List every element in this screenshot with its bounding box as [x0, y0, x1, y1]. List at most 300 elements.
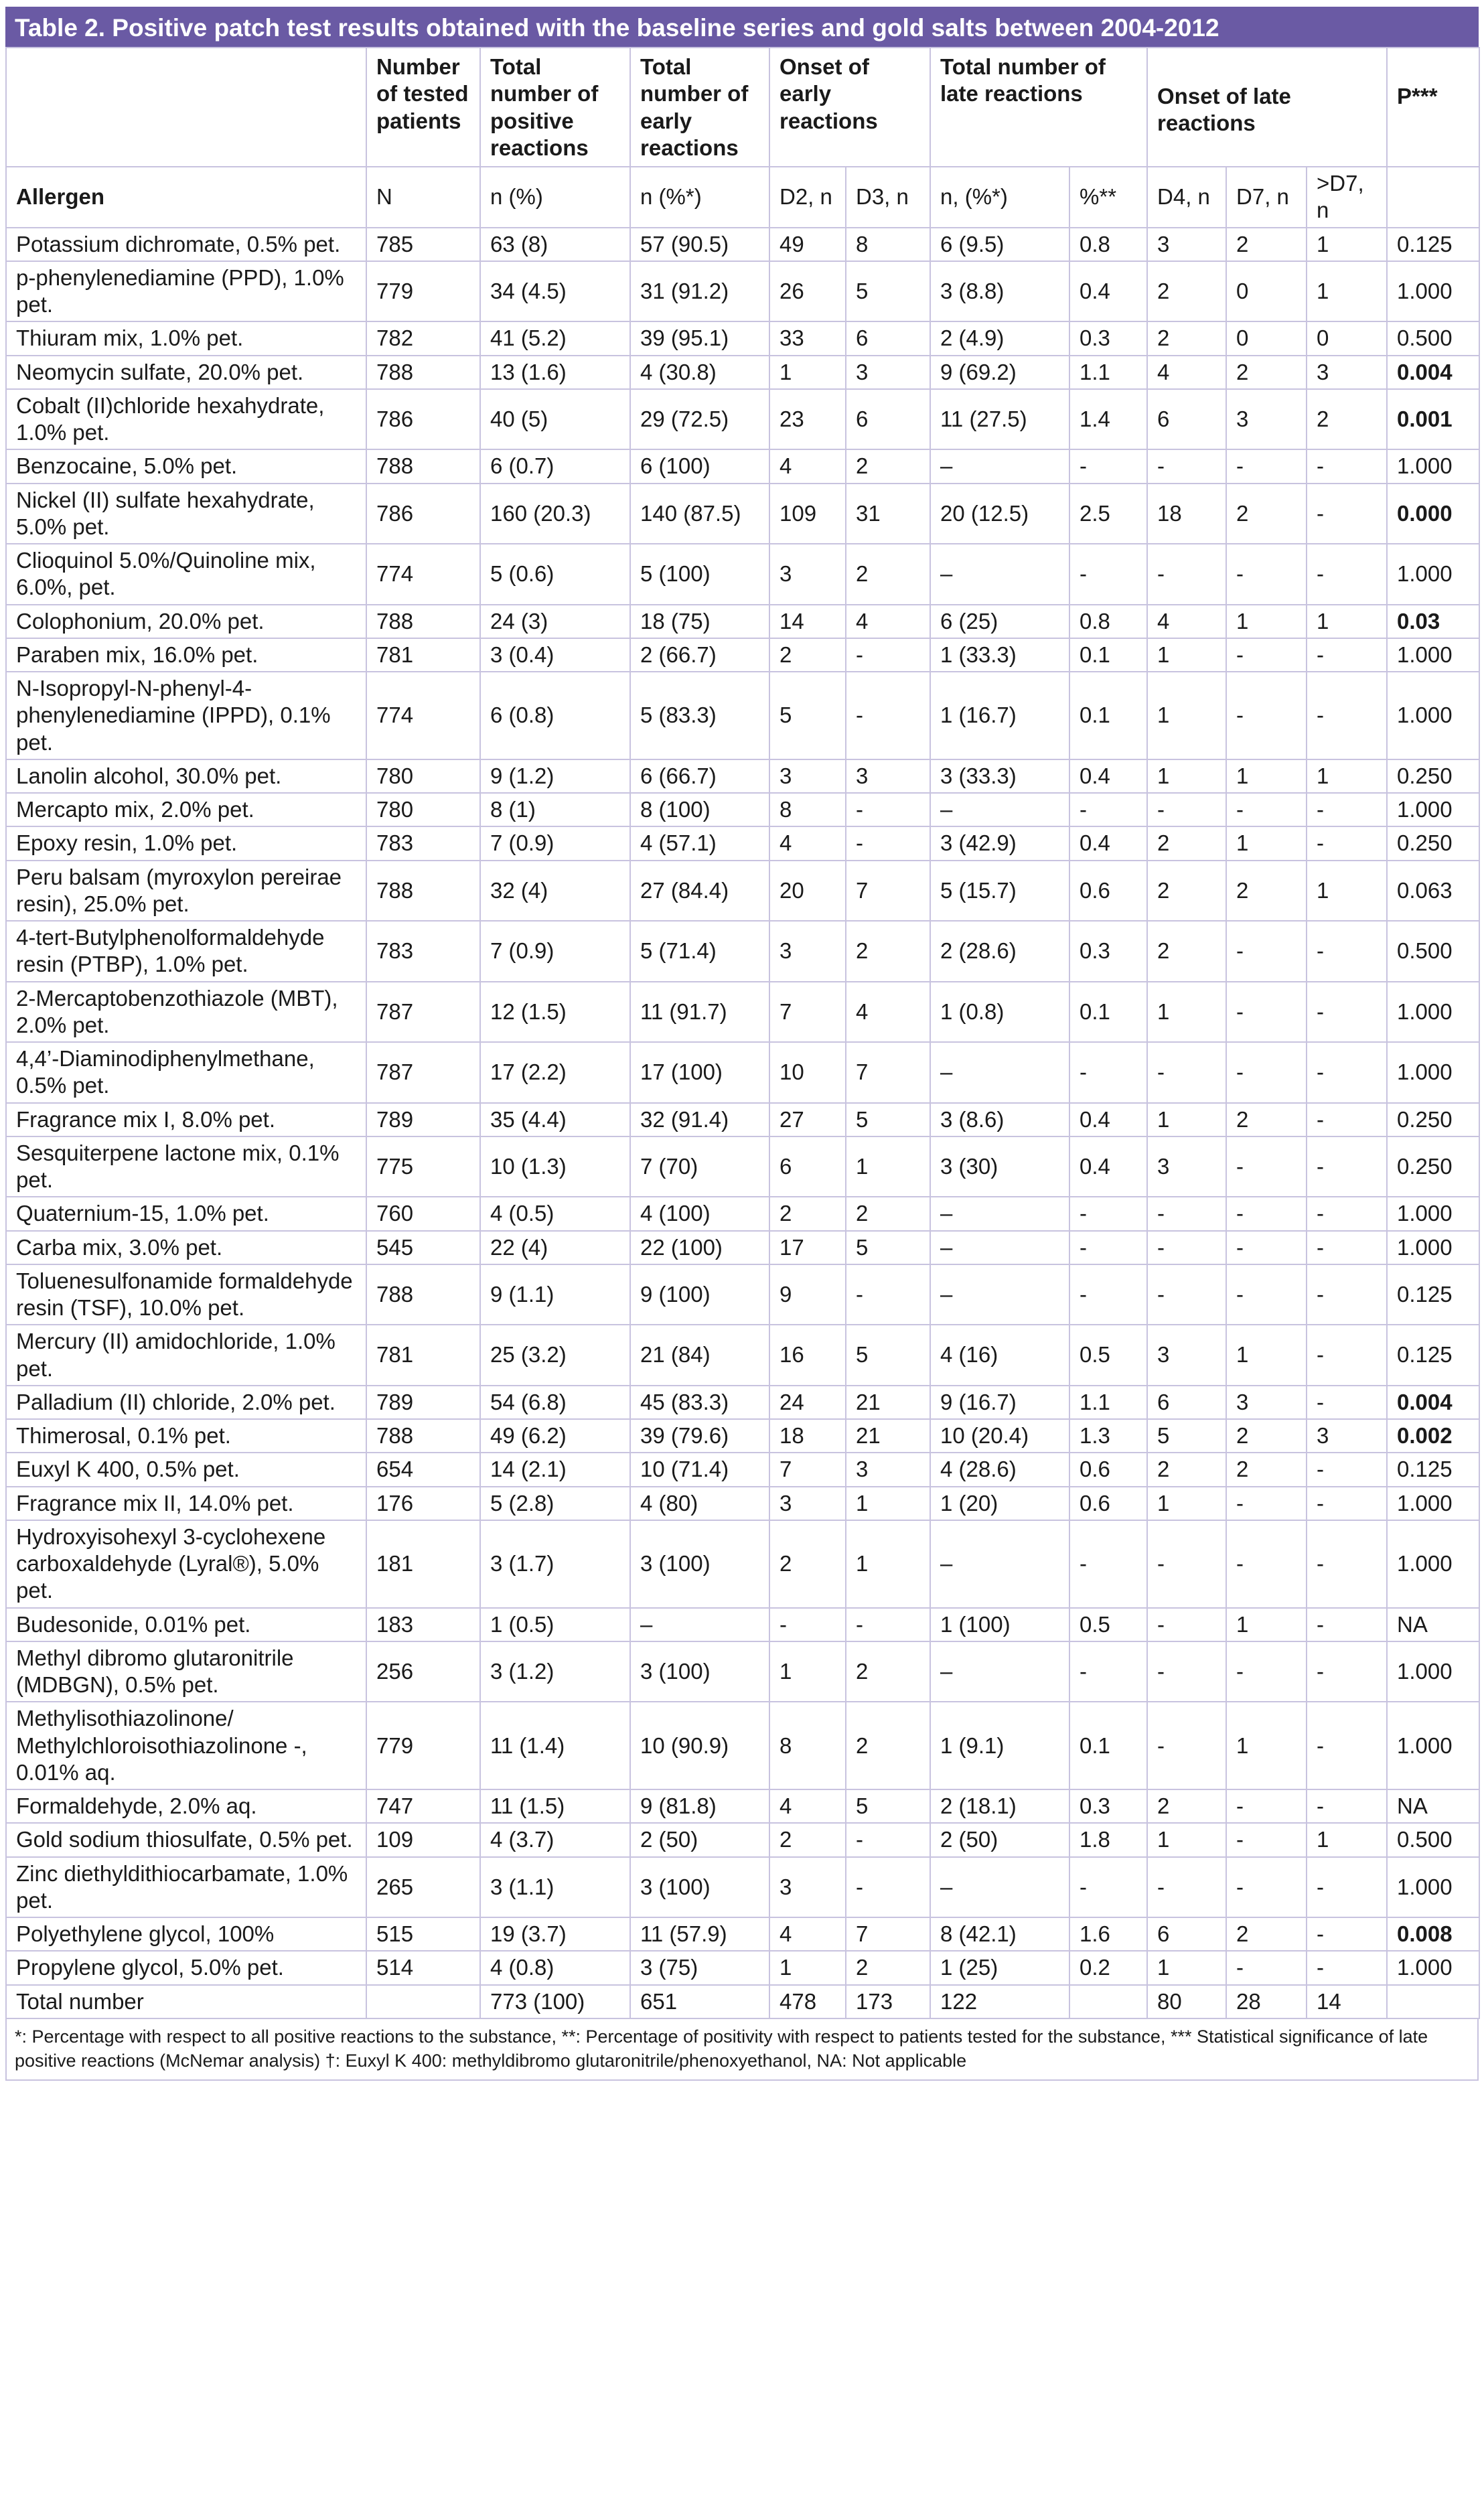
cell-late-d7: 3	[1226, 1386, 1307, 1419]
cell-late-n: 5 (15.7)	[930, 861, 1069, 922]
cell-early-d2: 14	[769, 605, 846, 638]
cell-late-n: 2 (28.6)	[930, 921, 1069, 982]
cell-late-d4: 1	[1147, 982, 1226, 1043]
cell-late-n: 6 (9.5)	[930, 228, 1069, 261]
total-positive-n: 773 (100)	[480, 1985, 630, 2018]
header-onset-early: Onset of early reactions	[769, 48, 930, 167]
cell-positive-n: 24 (3)	[480, 605, 630, 638]
header-early-reactions: Total number of early reactions	[630, 48, 769, 167]
cell-positive-n: 6 (0.7)	[480, 449, 630, 483]
cell-tested-n: 109	[366, 1823, 480, 1856]
total-late-n: 122	[930, 1985, 1069, 2018]
cell-allergen: Hydroxyisohexyl 3-cyclohexene carboxaldehyde (Lyral®), 5.0% pet.	[6, 1520, 366, 1608]
cell-allergen: Sesquiterpene lactone mix, 0.1% pet.	[6, 1136, 366, 1197]
cell-early-n: 57 (90.5)	[630, 228, 769, 261]
cell-late-d7: 2	[1226, 484, 1307, 544]
cell-late-n: –	[930, 1520, 1069, 1608]
cell-early-d3: 31	[846, 484, 930, 544]
cell-late-d4: 1	[1147, 1951, 1226, 1984]
cell-late-n: 3 (33.3)	[930, 759, 1069, 793]
cell-early-d3: -	[846, 826, 930, 860]
cell-allergen: Zinc diethyldithiocarbamate, 1.0% pet.	[6, 1857, 366, 1918]
cell-late-d7: 2	[1226, 1453, 1307, 1486]
cell-late-d4: -	[1147, 544, 1226, 605]
cell-early-d3: 2	[846, 1641, 930, 1702]
cell-late-d7: -	[1226, 1951, 1307, 1984]
cell-early-n: 9 (100)	[630, 1264, 769, 1325]
cell-tested-n: 788	[366, 356, 480, 389]
cell-positive-n: 35 (4.4)	[480, 1103, 630, 1136]
cell-early-n: 21 (84)	[630, 1325, 769, 1386]
cell-late-pct: 2.5	[1069, 484, 1147, 544]
cell-early-d3: 3	[846, 356, 930, 389]
cell-late-after-d7: 0	[1307, 321, 1387, 355]
cell-tested-n: 786	[366, 484, 480, 544]
cell-late-pct: -	[1069, 1042, 1147, 1103]
cell-positive-n: 40 (5)	[480, 389, 630, 450]
cell-positive-n: 8 (1)	[480, 793, 630, 826]
cell-allergen: Clioquinol 5.0%/Quinoline mix, 6.0%, pet.	[6, 544, 366, 605]
cell-early-d2: 5	[769, 672, 846, 759]
cell-early-n: 140 (87.5)	[630, 484, 769, 544]
cell-positive-n: 63 (8)	[480, 228, 630, 261]
cell-tested-n: 779	[366, 1702, 480, 1789]
cell-late-after-d7: -	[1307, 1857, 1387, 1918]
cell-late-d7: -	[1226, 793, 1307, 826]
cell-late-d4: 1	[1147, 638, 1226, 672]
cell-early-n: 8 (100)	[630, 793, 769, 826]
cell-p-value: 1.000	[1387, 1951, 1479, 1984]
cell-p-value: NA	[1387, 1608, 1479, 1641]
cell-early-d2: 1	[769, 356, 846, 389]
cell-late-n: 20 (12.5)	[930, 484, 1069, 544]
cell-early-n: 27 (84.4)	[630, 861, 769, 922]
cell-early-d3: 5	[846, 261, 930, 322]
cell-late-d7: -	[1226, 672, 1307, 759]
cell-late-pct: -	[1069, 1857, 1147, 1918]
cell-late-d7: 2	[1226, 356, 1307, 389]
cell-p-value: 0.000	[1387, 484, 1479, 544]
cell-allergen: N-Isopropyl-N-phenyl-4-phenylenediamine (IPPD), 0.1% pet.	[6, 672, 366, 759]
cell-late-d4: 1	[1147, 1487, 1226, 1520]
table-row	[6, 1823, 1479, 1856]
cell-early-n: 39 (95.1)	[630, 321, 769, 355]
cell-positive-n: 7 (0.9)	[480, 921, 630, 982]
table-row	[6, 1042, 1479, 1103]
cell-late-d4: -	[1147, 793, 1226, 826]
cell-early-d2: 2	[769, 1197, 846, 1230]
cell-early-d3: 1	[846, 1520, 930, 1608]
cell-late-n: –	[930, 1197, 1069, 1230]
cell-late-n: 3 (42.9)	[930, 826, 1069, 860]
cell-late-pct: 1.4	[1069, 389, 1147, 450]
total-early-d3: 173	[846, 1985, 930, 2018]
cell-p-value: 1.000	[1387, 1042, 1479, 1103]
subheader-late-n: n, (%*)	[930, 167, 1069, 228]
table-row	[6, 1789, 1479, 1823]
table-row	[6, 1136, 1479, 1197]
cell-p-value: 1.000	[1387, 261, 1479, 322]
cell-early-d2: 4	[769, 1917, 846, 1951]
cell-late-n: 1 (16.7)	[930, 672, 1069, 759]
cell-early-d2: 24	[769, 1386, 846, 1419]
subheader-early-d3: D3, n	[846, 167, 930, 228]
table-row	[6, 1951, 1479, 1984]
cell-late-after-d7: -	[1307, 921, 1387, 982]
cell-early-d2: 2	[769, 638, 846, 672]
table-row	[6, 321, 1479, 355]
cell-positive-n: 17 (2.2)	[480, 1042, 630, 1103]
cell-p-value: 0.002	[1387, 1419, 1479, 1453]
cell-late-d7: -	[1226, 1857, 1307, 1918]
cell-late-n: 1 (9.1)	[930, 1702, 1069, 1789]
cell-early-n: 9 (81.8)	[630, 1789, 769, 1823]
cell-late-d7: -	[1226, 1136, 1307, 1197]
cell-early-n: 29 (72.5)	[630, 389, 769, 450]
cell-early-n: 11 (57.9)	[630, 1917, 769, 1951]
cell-late-d4: 1	[1147, 759, 1226, 793]
cell-late-after-d7: 2	[1307, 389, 1387, 450]
subheader-tested-n: N	[366, 167, 480, 228]
cell-late-n: 6 (25)	[930, 605, 1069, 638]
cell-early-n: 10 (90.9)	[630, 1702, 769, 1789]
cell-p-value: 1.000	[1387, 793, 1479, 826]
cell-early-d2: 1	[769, 1641, 846, 1702]
cell-positive-n: 3 (0.4)	[480, 638, 630, 672]
cell-early-n: 45 (83.3)	[630, 1386, 769, 1419]
table-title: Table 2. Positive patch test results obtained with the baseline series and gold salts between 2004-2012	[5, 7, 1479, 47]
cell-allergen: Budesonide, 0.01% pet.	[6, 1608, 366, 1641]
header-allergen-blank	[6, 48, 366, 167]
table-row	[6, 921, 1479, 982]
cell-late-n: 9 (16.7)	[930, 1386, 1069, 1419]
cell-early-d2: 2	[769, 1520, 846, 1608]
cell-late-after-d7: -	[1307, 982, 1387, 1043]
cell-late-after-d7: -	[1307, 793, 1387, 826]
cell-early-d2: 1	[769, 1951, 846, 1984]
cell-p-value: 1.000	[1387, 1702, 1479, 1789]
cell-late-d4: 1	[1147, 672, 1226, 759]
cell-early-n: 2 (66.7)	[630, 638, 769, 672]
cell-allergen: Methyl dibromo glutaronitrile (MDBGN), 0.5% pet.	[6, 1641, 366, 1702]
cell-early-d2: 109	[769, 484, 846, 544]
cell-early-d3: 6	[846, 321, 930, 355]
cell-early-n: 5 (83.3)	[630, 672, 769, 759]
cell-p-value: 1.000	[1387, 449, 1479, 483]
cell-late-pct: 1.1	[1069, 1386, 1147, 1419]
cell-late-after-d7: 3	[1307, 1419, 1387, 1453]
cell-early-d3: -	[846, 793, 930, 826]
cell-early-d3: 7	[846, 861, 930, 922]
cell-tested-n: 514	[366, 1951, 480, 1984]
cell-late-d7: 1	[1226, 1702, 1307, 1789]
cell-tested-n: 788	[366, 1419, 480, 1453]
cell-positive-n: 3 (1.7)	[480, 1520, 630, 1608]
cell-early-d3: -	[846, 1857, 930, 1918]
total-late-after-d7: 14	[1307, 1985, 1387, 2018]
cell-early-d3: 6	[846, 389, 930, 450]
cell-late-d7: 0	[1226, 261, 1307, 322]
table-figure	[5, 7, 1479, 2081]
cell-tested-n: 780	[366, 793, 480, 826]
cell-early-d3: 5	[846, 1103, 930, 1136]
cell-positive-n: 32 (4)	[480, 861, 630, 922]
cell-early-d3: 5	[846, 1231, 930, 1264]
cell-positive-n: 1 (0.5)	[480, 1608, 630, 1641]
cell-allergen: Cobalt (II)chloride hexahydrate, 1.0% pet.	[6, 389, 366, 450]
cell-early-d2: 4	[769, 449, 846, 483]
cell-late-d4: -	[1147, 1042, 1226, 1103]
cell-early-d2: 17	[769, 1231, 846, 1264]
header-tested-patients: Number of tested patients	[366, 48, 480, 167]
header-late-reactions: Total number of late reactions	[930, 48, 1147, 167]
cell-early-n: 32 (91.4)	[630, 1103, 769, 1136]
cell-tested-n: 780	[366, 759, 480, 793]
cell-tested-n: 783	[366, 921, 480, 982]
cell-early-d3: -	[846, 672, 930, 759]
cell-positive-n: 3 (1.1)	[480, 1857, 630, 1918]
cell-early-d2: 4	[769, 1789, 846, 1823]
cell-late-pct: 0.4	[1069, 826, 1147, 860]
cell-late-after-d7: -	[1307, 544, 1387, 605]
cell-positive-n: 14 (2.1)	[480, 1453, 630, 1486]
cell-late-after-d7: -	[1307, 1103, 1387, 1136]
cell-early-d3: 3	[846, 759, 930, 793]
cell-early-d2: 9	[769, 1264, 846, 1325]
table-row	[6, 1231, 1479, 1264]
cell-late-d7: 2	[1226, 228, 1307, 261]
cell-allergen: Carba mix, 3.0% pet.	[6, 1231, 366, 1264]
cell-late-d7: -	[1226, 1042, 1307, 1103]
cell-late-after-d7: -	[1307, 1702, 1387, 1789]
cell-positive-n: 160 (20.3)	[480, 484, 630, 544]
cell-late-after-d7: 1	[1307, 605, 1387, 638]
cell-early-d3: 3	[846, 1453, 930, 1486]
cell-positive-n: 11 (1.4)	[480, 1702, 630, 1789]
cell-early-n: 3 (75)	[630, 1951, 769, 1984]
cell-positive-n: 54 (6.8)	[480, 1386, 630, 1419]
table-row	[6, 1453, 1479, 1486]
cell-late-after-d7: 1	[1307, 759, 1387, 793]
cell-late-d7: 2	[1226, 1103, 1307, 1136]
cell-positive-n: 19 (3.7)	[480, 1917, 630, 1951]
cell-late-pct: 0.3	[1069, 1789, 1147, 1823]
cell-early-n: 3 (100)	[630, 1857, 769, 1918]
table-row	[6, 1264, 1479, 1325]
cell-late-d7: -	[1226, 1487, 1307, 1520]
cell-late-after-d7: -	[1307, 449, 1387, 483]
cell-late-n: 8 (42.1)	[930, 1917, 1069, 1951]
cell-p-value: 1.000	[1387, 1487, 1479, 1520]
cell-p-value: 1.000	[1387, 1857, 1479, 1918]
cell-late-after-d7: -	[1307, 1264, 1387, 1325]
cell-p-value: 1.000	[1387, 672, 1479, 759]
cell-late-d7: -	[1226, 449, 1307, 483]
cell-late-after-d7: -	[1307, 1487, 1387, 1520]
total-late-pct	[1069, 1985, 1147, 2018]
cell-late-n: 3 (8.6)	[930, 1103, 1069, 1136]
cell-p-value: 0.004	[1387, 1386, 1479, 1419]
cell-late-pct: 0.4	[1069, 1103, 1147, 1136]
cell-allergen: Neomycin sulfate, 20.0% pet.	[6, 356, 366, 389]
table-row	[6, 356, 1479, 389]
subheader-early-d2: D2, n	[769, 167, 846, 228]
cell-positive-n: 4 (0.5)	[480, 1197, 630, 1230]
cell-p-value: 1.000	[1387, 544, 1479, 605]
cell-early-d3: 2	[846, 544, 930, 605]
cell-allergen: Euxyl K 400, 0.5% pet.	[6, 1453, 366, 1486]
cell-late-n: 4 (16)	[930, 1325, 1069, 1386]
cell-late-d4: 3	[1147, 1136, 1226, 1197]
cell-p-value: 0.500	[1387, 321, 1479, 355]
cell-late-pct: -	[1069, 449, 1147, 483]
cell-late-d7: 2	[1226, 861, 1307, 922]
cell-p-value: 1.000	[1387, 1197, 1479, 1230]
total-early-d2: 478	[769, 1985, 846, 2018]
cell-positive-n: 9 (1.2)	[480, 759, 630, 793]
cell-late-pct: -	[1069, 1264, 1147, 1325]
cell-early-d3: 21	[846, 1419, 930, 1453]
cell-p-value: 0.500	[1387, 921, 1479, 982]
cell-late-d4: -	[1147, 1702, 1226, 1789]
cell-allergen: Paraben mix, 16.0% pet.	[6, 638, 366, 672]
cell-late-after-d7: -	[1307, 484, 1387, 544]
cell-late-d4: 1	[1147, 1103, 1226, 1136]
cell-early-d2: 3	[769, 544, 846, 605]
cell-positive-n: 4 (0.8)	[480, 1951, 630, 1984]
cell-late-pct: 0.5	[1069, 1608, 1147, 1641]
cell-tested-n: 774	[366, 672, 480, 759]
subheader-late-pct: %**	[1069, 167, 1147, 228]
table-row	[6, 793, 1479, 826]
cell-late-d4: 3	[1147, 1325, 1226, 1386]
cell-early-n: 31 (91.2)	[630, 261, 769, 322]
cell-allergen: Formaldehyde, 2.0% aq.	[6, 1789, 366, 1823]
cell-p-value: 1.000	[1387, 982, 1479, 1043]
cell-late-n: –	[930, 1231, 1069, 1264]
cell-late-d7: 1	[1226, 1608, 1307, 1641]
cell-late-after-d7: -	[1307, 1197, 1387, 1230]
cell-p-value: 0.125	[1387, 228, 1479, 261]
cell-late-after-d7: -	[1307, 1231, 1387, 1264]
cell-late-pct: 1.3	[1069, 1419, 1147, 1453]
subheader-positive-n: n (%)	[480, 167, 630, 228]
cell-p-value: 0.125	[1387, 1264, 1479, 1325]
header-p-value: P***	[1387, 48, 1479, 167]
cell-late-pct: 0.4	[1069, 261, 1147, 322]
table-row	[6, 826, 1479, 860]
table-row	[6, 449, 1479, 483]
cell-late-after-d7: 1	[1307, 261, 1387, 322]
table-row	[6, 1857, 1479, 1918]
cell-allergen: Toluenesulfonamide formaldehyde resin (TSF), 10.0% pet.	[6, 1264, 366, 1325]
cell-tested-n: 545	[366, 1231, 480, 1264]
cell-late-n: 9 (69.2)	[930, 356, 1069, 389]
cell-late-pct: -	[1069, 1231, 1147, 1264]
cell-early-d3: 2	[846, 449, 930, 483]
table-row	[6, 1641, 1479, 1702]
cell-late-after-d7: -	[1307, 1520, 1387, 1608]
cell-tested-n: 181	[366, 1520, 480, 1608]
cell-late-after-d7: 3	[1307, 356, 1387, 389]
cell-late-d4: 2	[1147, 826, 1226, 860]
table-row	[6, 1608, 1479, 1641]
table-row	[6, 484, 1479, 544]
cell-early-d2: 27	[769, 1103, 846, 1136]
cell-p-value: 0.500	[1387, 1823, 1479, 1856]
cell-early-n: 6 (66.7)	[630, 759, 769, 793]
cell-allergen: Propylene glycol, 5.0% pet.	[6, 1951, 366, 1984]
cell-early-n: 4 (100)	[630, 1197, 769, 1230]
cell-early-d3: 1	[846, 1487, 930, 1520]
total-late-d7: 28	[1226, 1985, 1307, 2018]
header-positive-reactions: Total number of positive reactions	[480, 48, 630, 167]
cell-late-pct: 0.4	[1069, 1136, 1147, 1197]
cell-allergen: Polyethylene glycol, 100%	[6, 1917, 366, 1951]
cell-early-d3: -	[846, 1823, 930, 1856]
cell-early-d2: -	[769, 1608, 846, 1641]
cell-early-d2: 3	[769, 1857, 846, 1918]
cell-late-pct: 0.6	[1069, 1487, 1147, 1520]
cell-late-pct: 0.6	[1069, 1453, 1147, 1486]
cell-tested-n: 265	[366, 1857, 480, 1918]
subheader-p-value	[1387, 167, 1479, 228]
cell-late-pct: 0.5	[1069, 1325, 1147, 1386]
cell-late-pct: 0.4	[1069, 759, 1147, 793]
cell-p-value: 0.008	[1387, 1917, 1479, 1951]
cell-late-d4: 5	[1147, 1419, 1226, 1453]
table-row	[6, 982, 1479, 1043]
cell-early-d2: 2	[769, 1823, 846, 1856]
table-row	[6, 1917, 1479, 1951]
cell-late-pct: 0.8	[1069, 228, 1147, 261]
cell-tested-n: 787	[366, 982, 480, 1043]
cell-late-n: 1 (0.8)	[930, 982, 1069, 1043]
cell-tested-n: 785	[366, 228, 480, 261]
table-row	[6, 605, 1479, 638]
cell-allergen: Epoxy resin, 1.0% pet.	[6, 826, 366, 860]
cell-late-d7: -	[1226, 1197, 1307, 1230]
cell-late-n: –	[930, 544, 1069, 605]
cell-late-d4: 2	[1147, 261, 1226, 322]
cell-late-n: 4 (28.6)	[930, 1453, 1069, 1486]
cell-early-d3: 5	[846, 1325, 930, 1386]
cell-early-n: 18 (75)	[630, 605, 769, 638]
cell-p-value: 0.250	[1387, 1103, 1479, 1136]
cell-p-value: 0.004	[1387, 356, 1479, 389]
cell-allergen: Nickel (II) sulfate hexahydrate, 5.0% pet.	[6, 484, 366, 544]
cell-late-d4: 2	[1147, 321, 1226, 355]
cell-positive-n: 5 (2.8)	[480, 1487, 630, 1520]
total-late-d4: 80	[1147, 1985, 1226, 2018]
cell-late-d4: -	[1147, 1197, 1226, 1230]
cell-early-n: 2 (50)	[630, 1823, 769, 1856]
cell-late-n: –	[930, 1042, 1069, 1103]
cell-late-pct: 1.6	[1069, 1917, 1147, 1951]
cell-early-n: 4 (57.1)	[630, 826, 769, 860]
cell-early-n: 10 (71.4)	[630, 1453, 769, 1486]
cell-late-n: 1 (25)	[930, 1951, 1069, 1984]
cell-late-n: 3 (30)	[930, 1136, 1069, 1197]
cell-late-after-d7: -	[1307, 1608, 1387, 1641]
cell-tested-n: 779	[366, 261, 480, 322]
cell-early-n: 3 (100)	[630, 1520, 769, 1608]
cell-allergen: Fragrance mix II, 14.0% pet.	[6, 1487, 366, 1520]
cell-p-value: 1.000	[1387, 638, 1479, 672]
cell-late-n: –	[930, 1264, 1069, 1325]
cell-p-value: 0.001	[1387, 389, 1479, 450]
cell-late-pct: 0.1	[1069, 638, 1147, 672]
